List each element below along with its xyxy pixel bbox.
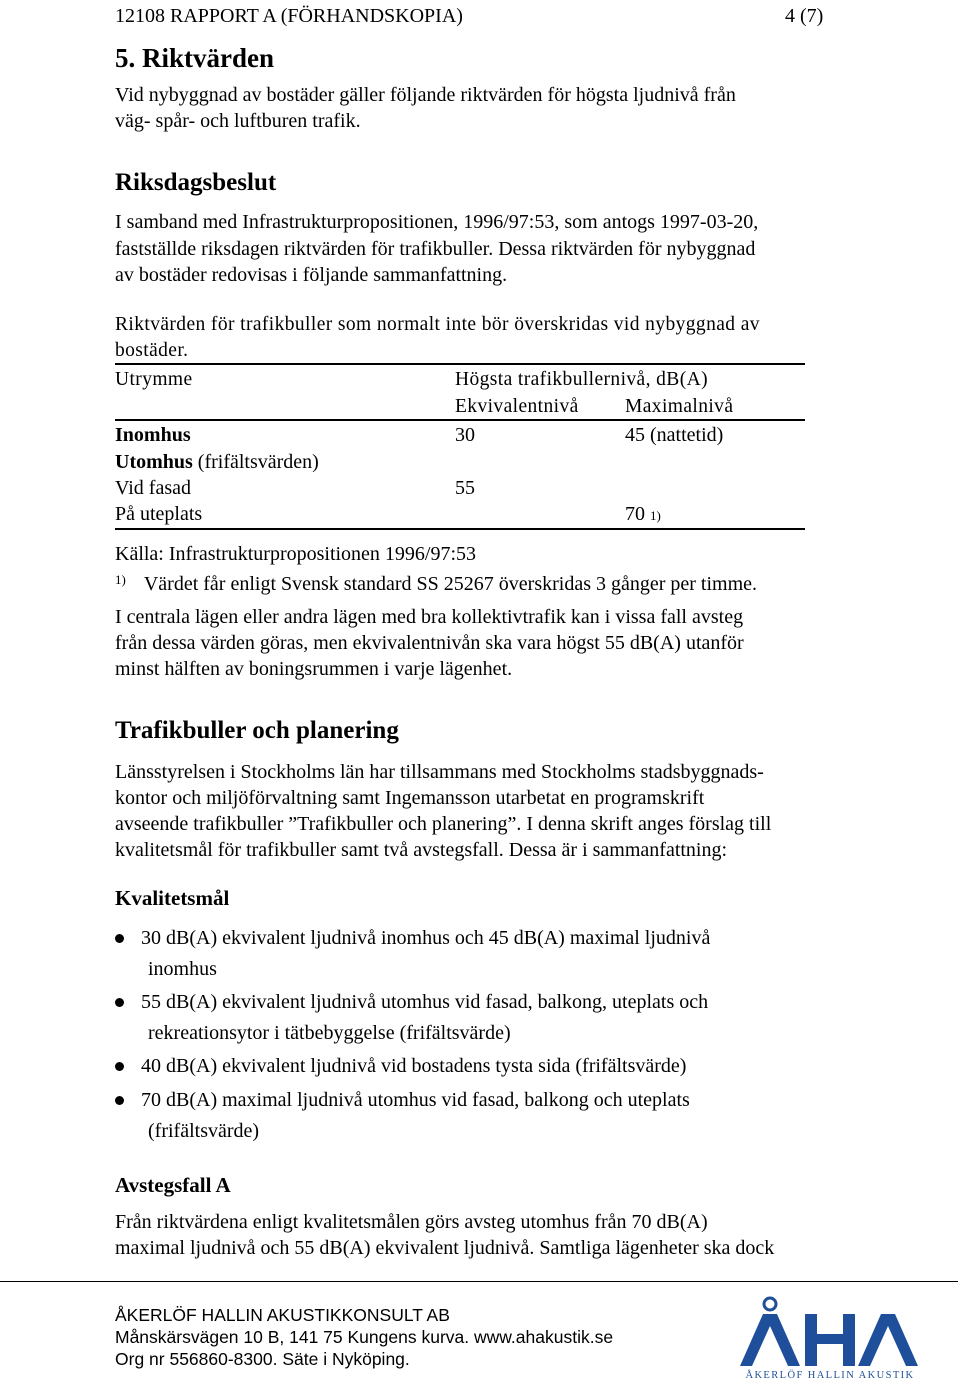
quality-item-4-line-1: 70 dB(A) maximal ljudnivå utomhus vid fasad, balkong och uteplats [141,1089,690,1111]
quality-item-2-line-1: 55 dB(A) ekvivalent ljudnivå utomhus vid fasad, balkong, uteplats och [141,991,709,1013]
footer-address: Månskärsvägen 10 B, 141 75 Kungens kurva. www.ahakustik.se [115,1327,614,1347]
table-head-rule [115,419,805,421]
riksdag-line-1: I samband med Infrastrukturpropositionen, 1996/97:53, som antogs 1997-03-20, [115,211,759,233]
footer-rule [0,1281,958,1282]
row-label-bold: Utomhus [115,451,193,473]
table-head-maximal: Maximalnivå [625,396,734,417]
planning-line-2: kontor och miljöförvaltning samt Ingemansson utarbetat en programskrift [115,787,705,809]
row-label-rest: (frifältsvärden) [192,451,319,473]
footnote-mark: 1) [115,572,126,587]
caseA-line-1: Från riktvärdena enligt kvalitetsmålen görs avsteg utomhus från 70 dB(A) [115,1211,708,1233]
quality-item-2-line-2: rekreationsytor i tätbebyggelse (frifältsvärde) [148,1022,511,1044]
bullet-icon [115,934,124,943]
table-row-2-label [115,449,319,475]
footnote-ref: 1) [650,508,661,523]
header-page-number: 4 (7) [785,5,824,27]
table-footnote [115,567,757,597]
footer-company: ÅKERLÖF HALLIN AKUSTIKKONSULT AB [115,1305,450,1325]
central-line-1: I centrala lägen eller andra lägen med bra kollektivtrafik kan i vissa fall avsteg [115,606,744,628]
bullet-icon [115,1096,124,1105]
table-source: Källa: Infrastrukturpropositionen 1996/97:53 [115,543,477,565]
logo-caption: ÅKERLÖF HALLIN AKUSTIK [745,1370,915,1381]
planning-heading: Trafikbuller och planering [115,717,399,744]
riksdag-heading: Riksdagsbeslut [115,169,277,196]
table-bottom-rule [115,528,805,530]
table-row-1-label [115,422,191,448]
table-row-1-eq: 30 [455,424,475,446]
quality-item-1-line-2: inomhus [148,958,217,980]
row-label-rest: Vid fasad [115,477,191,499]
footer-org: Org nr 556860-8300. Säte i Nyköping. [115,1349,410,1369]
table-row-1-max: 45 (nattetid) [625,424,724,446]
section-title: 5. Riktvärden [115,43,275,73]
central-line-2: från dessa värden göras, men ekvivalentnivån ska vara högst 55 dB(A) utanför [115,632,744,654]
row-label-rest: På uteplats [115,503,203,525]
quality-item-4-line-2: (frifältsvärde) [148,1120,260,1142]
caseA-heading: Avstegsfall A [115,1173,231,1197]
planning-line-3: avseende trafikbuller ”Trafikbuller och planering”. I denna skrift anges förslag till [115,813,772,835]
intro-line-2: väg- spår- och luftburen trafik. [115,110,361,132]
planning-line-1: Länsstyrelsen i Stockholms län har tillsammans med Stockholms stadsbyggnads- [115,761,764,783]
riksdag-line-3: av bostäder redovisas i följande sammanfattning. [115,264,508,286]
table-row-3-eq: 55 [455,477,475,499]
quality-heading: Kvalitetsmål [115,886,230,910]
table-row-3-label [115,475,191,501]
table-row-4-label [115,501,202,527]
table-head-group: Högsta trafikbullernivå, dB(A) [455,369,708,390]
central-line-3: minst hälften av boningsrummen i varje lägenhet. [115,658,513,680]
table-caption-line-2: bostäder. [115,340,189,361]
company-logo [735,1296,925,1384]
caseA-line-2: maximal ljudnivå och 55 dB(A) ekvivalent ljudnivå. Samtliga lägenheter ska dock [115,1237,775,1259]
planning-line-4: kvalitetsmål för trafikbuller samt två avstegsfall. Dessa är i sammanfattning: [115,839,728,861]
intro-line-1: Vid nybyggnad av bostäder gäller följande riktvärden för högsta ljudnivå från [115,84,736,106]
footnote-text: Värdet får enligt Svensk standard SS 25267 överskridas 3 gånger per timme. [143,573,758,595]
table-head-utrymme: Utrymme [115,369,193,390]
bullet-icon [115,998,124,1007]
quality-item-1-line-1: 30 dB(A) ekvivalent ljudnivå inomhus och 45 dB(A) maximal ljudnivå [141,927,711,949]
bullet-icon [115,1062,124,1071]
table-caption-line-1: Riktvärden för trafikbuller som normalt inte bör överskridas vid nybyggnad av [115,314,760,335]
riksdag-line-2: fastställde riksdagen riktvärden för trafikbuller. Dessa riktvärden för nybyggnad [115,238,756,260]
quality-item-3-line-1: 40 dB(A) ekvivalent ljudnivå vid bostadens tysta sida (frifältsvärde) [141,1055,687,1077]
header-report-title: 12108 RAPPORT A (FÖRHANDSKOPIA) [115,5,463,27]
max-value: 70 [625,503,645,525]
row-label-bold: Inomhus [115,424,191,446]
table-top-rule [115,363,805,365]
table-head-ekvivalent: Ekvivalentnivå [455,396,579,417]
table-row-4-max [625,501,661,529]
